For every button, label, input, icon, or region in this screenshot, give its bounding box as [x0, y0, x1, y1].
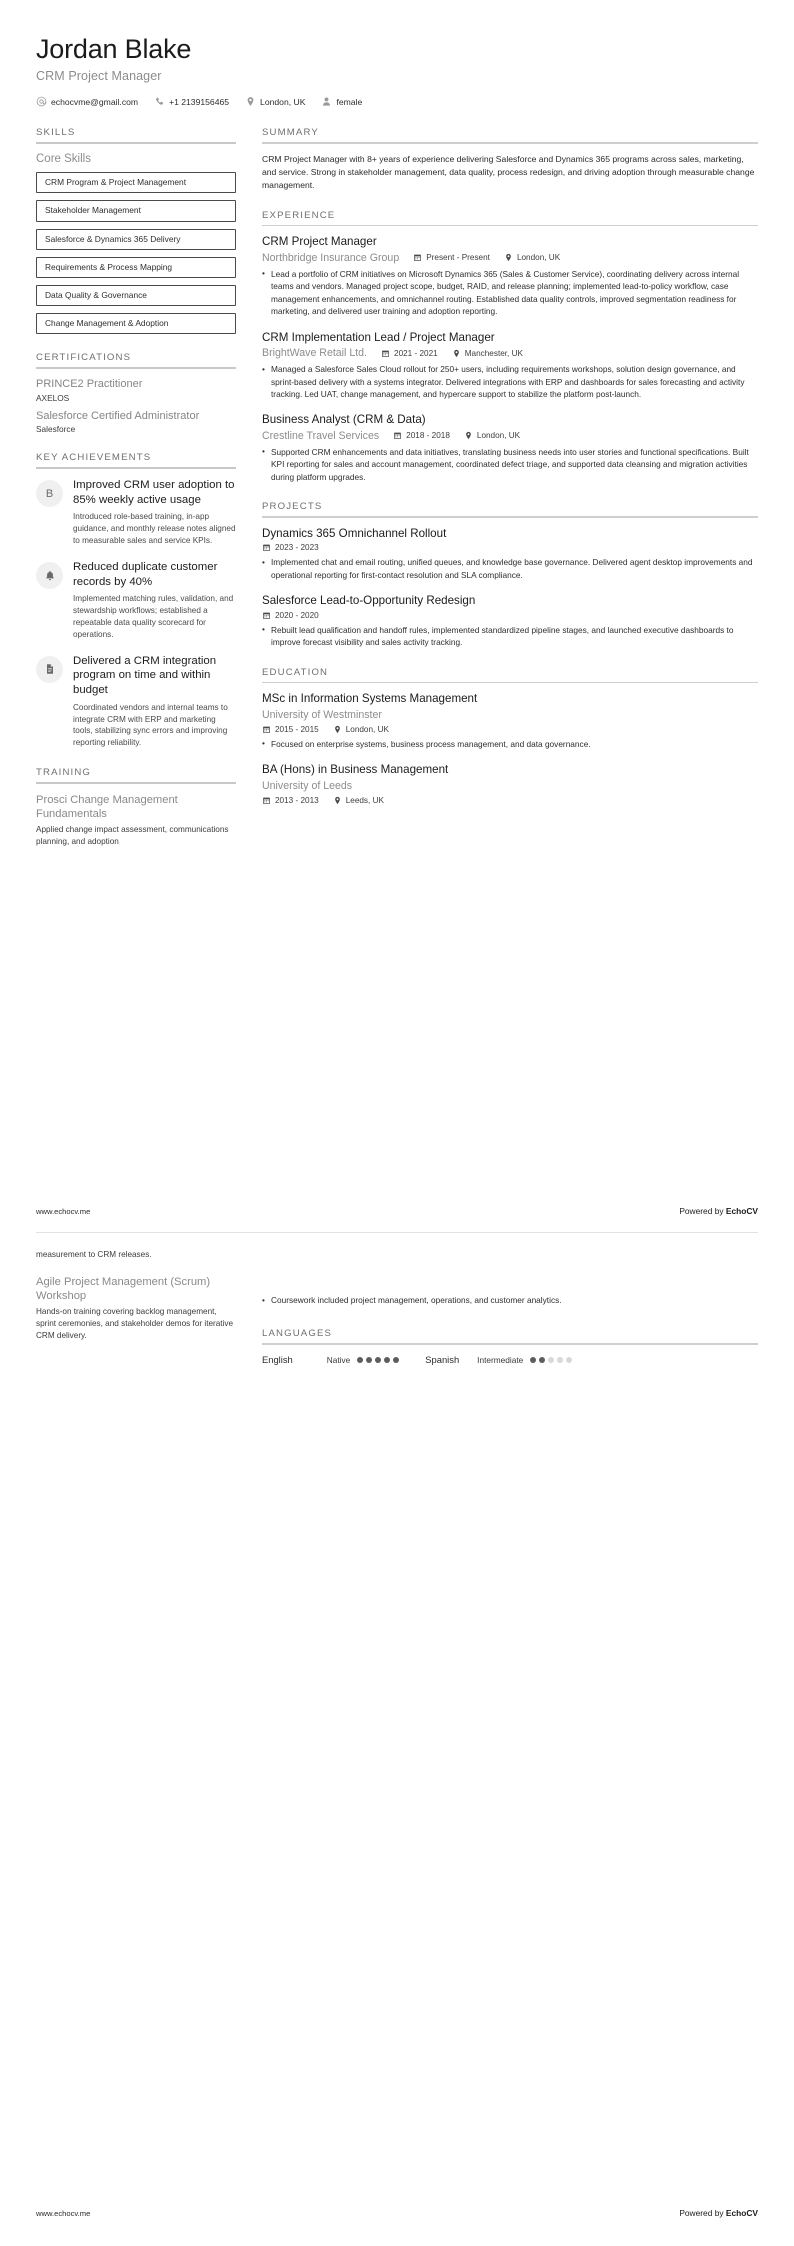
skills-group-title: Core Skills	[36, 153, 91, 166]
skill-chip: Data Quality & Governance	[36, 285, 236, 306]
contact-phone[interactable]	[154, 96, 229, 107]
section-summary-heading: SUMMARY	[262, 127, 319, 139]
skill-chip: Requirements & Process Mapping	[36, 257, 236, 278]
certification-item	[36, 410, 236, 434]
skill-chip: Stakeholder Management	[36, 200, 236, 221]
section-key-achievements	[36, 452, 236, 749]
experience-location	[504, 253, 560, 262]
contact-email-text: echocvme@gmail.com	[51, 96, 139, 107]
section-education	[262, 667, 758, 805]
project-meta	[262, 543, 758, 552]
language-name: Spanish	[425, 1354, 460, 1366]
project-title: Salesforce Lead-to-Opportunity Redesign	[262, 594, 476, 608]
bullet-item: • Focused on enterprise systems, business process management, and data governance.	[262, 738, 758, 750]
divider	[36, 782, 236, 784]
project-dates	[262, 543, 319, 552]
divider	[262, 225, 758, 227]
contact-location-text: London, UK	[260, 96, 306, 107]
experience-entry	[262, 235, 758, 317]
skill-chip: Change Management & Adoption	[36, 313, 236, 334]
skill-chip: Salesforce & Dynamics 365 Delivery	[36, 229, 236, 250]
resume-header	[36, 34, 758, 113]
section-skills	[36, 127, 236, 334]
calendar-icon	[393, 431, 402, 440]
contact-gender-text: female	[336, 96, 363, 107]
left-column	[36, 127, 236, 866]
rating-dot	[530, 1357, 536, 1363]
project-entry	[262, 527, 758, 581]
skill-chip: CRM Program & Project Management	[36, 172, 236, 193]
footer-powered-label: Powered by	[679, 1206, 726, 1216]
project-meta	[262, 611, 758, 620]
education-bullets	[262, 1294, 758, 1306]
contact-phone-text: +1 2139156465	[169, 96, 230, 107]
rating-dot	[366, 1357, 372, 1363]
education-location-text: London, UK	[345, 724, 389, 734]
bullet-item: • Implemented chat and email routing, unified queues, and knowledge base governance. Delivered agent desktop improvements and operational reporting for first-contact resolution and SLA compliance.	[262, 556, 758, 581]
achievement-title: Improved CRM user adoption to 85% weekly active usage	[73, 479, 235, 506]
education-location-text: Leeds, UK	[345, 795, 384, 805]
resume-page-1	[0, 0, 794, 866]
certification-org: Salesforce	[36, 424, 76, 435]
rating-dot	[557, 1357, 563, 1363]
location-icon	[504, 253, 513, 262]
section-education-heading: EDUCATION	[262, 666, 329, 678]
education-entry	[262, 692, 758, 750]
divider	[262, 1343, 758, 1345]
education-location	[333, 796, 384, 805]
footer-brand-name: EchoCV	[725, 1206, 758, 1216]
training-description: Hands-on training covering backlog management, sprint ceremonies, and stakeholder demos for iterative CRM delivery.	[36, 1306, 234, 1340]
certification-name: PRINCE2 Practitioner	[36, 378, 143, 391]
experience-entry	[262, 331, 758, 401]
language-level: Native	[326, 1354, 351, 1365]
project-dates	[262, 611, 319, 620]
footer-brand	[679, 2208, 758, 2218]
divider	[262, 682, 758, 684]
contact-email[interactable]	[36, 96, 138, 107]
achievement-item	[36, 560, 236, 641]
calendar-icon	[262, 543, 271, 552]
project-dates-text: 2020 - 2020	[275, 610, 319, 620]
education-location	[333, 725, 389, 734]
education-school: University of Westminster	[262, 708, 382, 721]
page-break-rule	[36, 1232, 758, 1233]
footer-brand	[679, 1206, 758, 1216]
contact-gender	[321, 96, 362, 107]
achievement-item	[36, 478, 236, 547]
experience-title: CRM Project Manager	[262, 235, 377, 249]
certification-name: Salesforce Certified Administrator	[36, 409, 200, 422]
candidate-job-title: CRM Project Manager	[36, 69, 162, 84]
project-dates-text: 2023 - 2023	[275, 543, 319, 553]
project-bullets	[262, 556, 758, 581]
experience-meta	[262, 430, 758, 442]
experience-location	[452, 349, 523, 358]
section-certifications-heading: CERTIFICATIONS	[36, 352, 132, 364]
section-skills-heading: SKILLS	[36, 127, 76, 139]
section-languages	[262, 1328, 758, 1365]
footer-powered-label: Powered by	[679, 2208, 726, 2218]
project-entry	[262, 594, 758, 648]
training-item	[36, 793, 236, 848]
experience-meta	[262, 347, 758, 359]
calendar-icon	[262, 725, 271, 734]
bullet-item: • Coursework included project management, operations, and customer analytics.	[262, 1294, 758, 1306]
training-description: Applied change impact assessment, communications planning, and adoption	[36, 825, 229, 847]
achievement-title: Delivered a CRM integration program on time and within budget	[73, 654, 217, 697]
right-column-overflow	[262, 1246, 758, 1383]
training-name: Prosci Change Management Fundamentals	[36, 794, 178, 821]
section-projects	[262, 501, 758, 648]
document-icon	[36, 656, 63, 683]
experience-location	[464, 431, 520, 440]
footer-url[interactable]: www.echocv.me	[36, 1206, 91, 1216]
resume-page-2	[36, 1246, 758, 1383]
summary-text: CRM Project Manager with 8+ years of experience delivering Salesforce and Dynamics 365 programs across sales, marketing, and service. Strong in stakeholder management, data quality, process redesign, and driving adoption through measurable change management.	[262, 153, 755, 190]
experience-bullets	[262, 446, 758, 483]
training-description-continued: measurement to CRM releases.	[36, 1250, 152, 1259]
rating-dot	[357, 1357, 363, 1363]
experience-organization: Crestline Travel Services	[262, 429, 380, 442]
divider	[36, 467, 236, 469]
experience-bullets	[262, 268, 758, 318]
education-meta-dates	[262, 725, 758, 734]
location-icon	[452, 349, 461, 358]
experience-organization: Northbridge Insurance Group	[262, 251, 400, 264]
person-icon	[321, 96, 332, 107]
certification-org: AXELOS	[36, 392, 70, 403]
language-item	[425, 1354, 572, 1365]
languages-row	[262, 1354, 758, 1365]
rating-dot	[375, 1357, 381, 1363]
training-item	[36, 1249, 236, 1261]
achievement-title: Reduced duplicate customer records by 40%	[73, 561, 218, 588]
footer-brand-name: EchoCV	[725, 2208, 758, 2218]
section-summary	[262, 127, 758, 192]
contact-location	[245, 96, 305, 107]
experience-dates-text: 2021 - 2021	[394, 348, 438, 358]
section-key-achievements-heading: KEY ACHIEVEMENTS	[36, 452, 152, 464]
contact-row	[36, 96, 758, 107]
education-meta	[262, 709, 758, 721]
experience-entry	[262, 413, 758, 483]
section-training	[36, 767, 236, 848]
rating-dot	[539, 1357, 545, 1363]
phone-icon	[154, 96, 165, 107]
page-footer-1	[36, 1206, 758, 1216]
location-icon	[464, 431, 473, 440]
experience-dates	[381, 349, 438, 358]
education-meta-dates	[262, 796, 758, 805]
candidate-name: Jordan Blake	[36, 34, 192, 64]
experience-dates	[413, 253, 490, 262]
experience-dates-text: Present - Present	[426, 253, 490, 263]
education-meta	[262, 780, 758, 792]
bullet-item: • Rebuilt lead qualification and handoff rules, implemented standardized pipeline stages, and launched executive dashboards to improve forecast visibility and sales activity tracking.	[262, 624, 758, 649]
education-degree: MSc in Information Systems Management	[262, 692, 478, 706]
section-projects-heading: PROJECTS	[262, 501, 323, 513]
section-languages-heading: LANGUAGES	[262, 1328, 333, 1340]
location-icon	[333, 796, 342, 805]
calendar-icon	[262, 611, 271, 620]
achievement-item	[36, 654, 236, 749]
education-degree: BA (Hons) in Business Management	[262, 763, 449, 777]
education-bullets	[262, 738, 758, 750]
right-column	[262, 127, 758, 823]
education-dates	[262, 796, 319, 805]
training-name: Agile Project Management (Scrum) Workshop	[36, 1275, 211, 1302]
rating-dot	[384, 1357, 390, 1363]
rating-dot	[548, 1357, 554, 1363]
calendar-icon	[413, 253, 422, 262]
bell-icon	[36, 562, 63, 589]
experience-location-text: London, UK	[476, 431, 521, 441]
page-footer-2	[36, 2208, 758, 2218]
experience-dates-text: 2018 - 2018	[406, 431, 450, 441]
education-dates	[262, 725, 319, 734]
calendar-icon	[381, 349, 390, 358]
language-rating	[357, 1357, 399, 1363]
divider	[36, 142, 236, 144]
project-bullets	[262, 624, 758, 649]
experience-title: CRM Implementation Lead / Project Manager	[262, 330, 495, 344]
certification-item	[36, 378, 236, 402]
experience-meta	[262, 252, 758, 264]
language-item	[262, 1354, 399, 1365]
resume-body	[36, 127, 758, 866]
divider	[262, 516, 758, 518]
achievement-description: Coordinated vendors and internal teams to integrate CRM with ERP and marketing tools, stabilizing sync errors and improving reporting reliability.	[73, 702, 228, 748]
project-title: Dynamics 365 Omnichannel Rollout	[262, 526, 447, 540]
bullet-item: • Lead a portfolio of CRM initiatives on Microsoft Dynamics 365 (Sales & Customer Service), coordinating delivery across internal teams and vendors. Managed project scope, budget, RAID, and release planning; implemented lead-to-policy workflow, case management enhancements, and omnichannel routing. Established data quality controls, improved segmentation readiness for marketing, and delivered user training and adoption reporting.	[262, 268, 758, 318]
divider	[36, 367, 236, 369]
achievement-description: Introduced role-based training, in-app guidance, and monthly release notes aligned to measurable sales and service KPIs.	[73, 512, 236, 546]
location-icon	[333, 725, 342, 734]
achievement-description: Implemented matching rules, validation, and stewardship workflows; established a repeatable data quality scorecard for operations.	[73, 594, 234, 639]
section-training-heading: TRAINING	[36, 767, 92, 779]
language-rating	[530, 1357, 572, 1363]
footer-url[interactable]: www.echocv.me	[36, 2208, 91, 2218]
experience-location-text: London, UK	[516, 253, 561, 263]
experience-location-text: Manchester, UK	[464, 348, 523, 358]
training-item	[36, 1275, 236, 1342]
experience-dates	[393, 431, 450, 440]
education-school: University of Leeds	[262, 779, 353, 792]
section-certifications	[36, 352, 236, 434]
location-icon	[245, 96, 256, 107]
calendar-icon	[262, 796, 271, 805]
education-entry	[262, 763, 758, 804]
experience-organization: BrightWave Retail Ltd.	[262, 347, 368, 360]
rating-dot	[393, 1357, 399, 1363]
divider	[262, 142, 758, 144]
education-dates-text: 2013 - 2013	[275, 795, 319, 805]
left-column-overflow	[36, 1246, 236, 1352]
section-experience-heading: EXPERIENCE	[262, 209, 336, 221]
experience-title: Business Analyst (CRM & Data)	[262, 413, 426, 427]
bullet-item: • Supported CRM enhancements and data initiatives, translating business needs into user stories and functional specifications. Built KPI reporting for sales and account management, coordinated defect triage, and supported data cleansing and migration activities during platform upgrades.	[262, 446, 758, 483]
section-experience	[262, 210, 758, 483]
bullet-item: • Managed a Salesforce Sales Cloud rollout for 250+ users, including requirements workshops, solution design governance, and sprint-based delivery with a systems integrator. Delivered integrations with ERP and dashboards for sales forecasting and activity tracking. Led UAT, change management, and hypercare support to stabilize the platform post-launch.	[262, 363, 758, 400]
language-level: Intermediate	[477, 1354, 524, 1365]
experience-bullets	[262, 363, 758, 400]
language-name: English	[262, 1354, 293, 1366]
letter-b-icon: B	[36, 480, 63, 507]
rating-dot	[566, 1357, 572, 1363]
education-dates-text: 2015 - 2015	[275, 724, 319, 734]
email-icon	[36, 96, 47, 107]
